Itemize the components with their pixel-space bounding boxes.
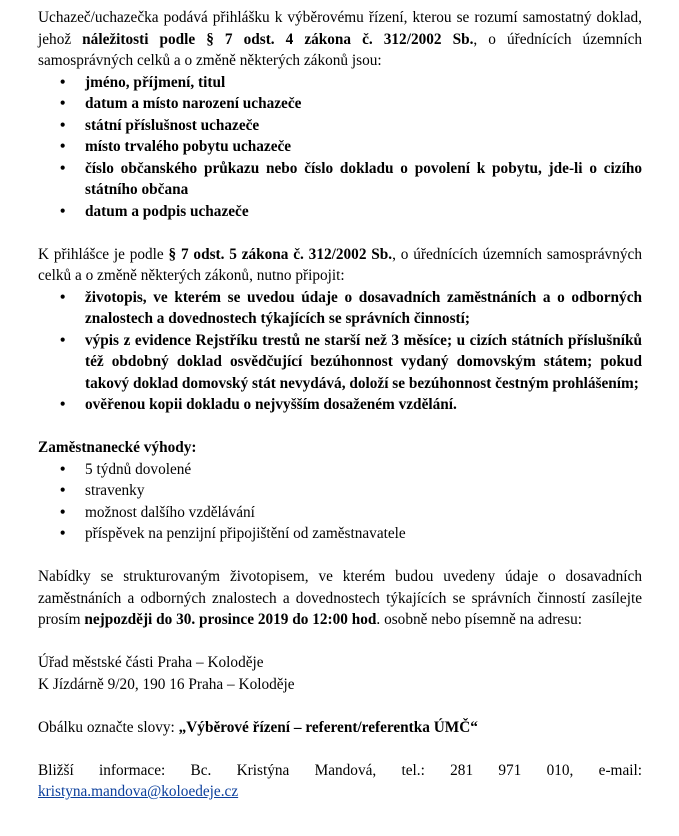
requirement-item: • číslo občanského průkazu nebo číslo dokladu o povolení k pobytu, jde-li o cizího státního občana [60, 159, 642, 198]
spacer [38, 695, 642, 717]
spacer [38, 416, 642, 438]
attachments-list [38, 287, 642, 416]
benefits-list [38, 459, 642, 545]
requirements-list [38, 72, 642, 223]
requirement-item: • datum a místo narození uchazeče [38, 93, 642, 115]
benefit-item: • 5 týdnů dovolené [38, 459, 642, 481]
bullet-icon: • [60, 95, 66, 112]
intro-text-1: Uchazeč/uchazečka podává přihlášku k výběrovému řízení, kterou se rozumí samostatný doklad, jehož [38, 9, 642, 48]
document [38, 7, 642, 803]
bullet-icon: • [60, 138, 66, 155]
contact-info: Bližší informace: Bc. Kristýna Mandová, tel.: 281 971 010, e-mail: [38, 761, 642, 779]
attachments-law-reference: § 7 odst. 5 zákona č. 312/2002 Sb. [168, 245, 393, 263]
deadline: nejpozději do 30. prosince 2019 do 12:00 hod [84, 611, 377, 628]
bullet-icon: • [60, 525, 66, 542]
benefits-heading: Zaměstnanecké výhody: [38, 439, 197, 456]
bullet-icon: • [60, 331, 66, 349]
bullet-icon: • [60, 288, 66, 306]
bullet-icon: • [60, 116, 66, 134]
benefit-item: • příspěvek na penzijní připojištění od zaměstnavatele [38, 523, 642, 545]
contact-email-line [38, 781, 642, 803]
attachment-item: • životopis, ve kterém se uvedou údaje o dosavadních zaměstnáních a o odborných znalostech a dovednostech týkajících se správních činností; [60, 288, 642, 327]
bullet-icon: • [60, 202, 66, 220]
spacer [38, 631, 642, 653]
spacer [38, 738, 642, 760]
requirement-item: • místo trvalého pobytu uchazeče [38, 136, 642, 158]
bullet-icon: • [60, 159, 66, 177]
bullet-icon: • [60, 73, 66, 91]
spacer [38, 222, 642, 244]
attachments-intro: K přihlášce je podle § 7 odst. 5 zákona č. 312/2002 Sb., o úřednících územních samosprávných celků a o změně některých zákonů, nutno připojit: [38, 245, 642, 284]
requirement-item: • jméno, příjmení, titul [38, 72, 642, 94]
spacer [38, 545, 642, 567]
benefit-item: • možnost dalšího vzdělávání [38, 502, 642, 524]
bullet-icon: • [60, 460, 66, 478]
intro-text-2: , o úřednících územních samosprávných celků a o změně některých zákonů jsou: [38, 30, 643, 69]
benefit-item: • stravenky [38, 480, 642, 502]
attachment-item: • ověřenou kopii dokladu o nejvyšším dosaženém vzdělání. [38, 394, 642, 416]
bullet-icon: • [60, 482, 66, 499]
envelope-instruction: Obálku označte slovy: „Výběrové řízení – referent/referentka ÚMČ“ [38, 718, 478, 736]
intro-paragraph [38, 7, 642, 72]
intro-law-reference: náležitosti podle § 7 odst. 4 zákona č. 312/2002 Sb. [82, 30, 474, 48]
requirement-item: • státní příslušnost uchazeče [38, 115, 642, 137]
email-link[interactable]: kristyna.mandova@koloedeje.cz [38, 783, 239, 800]
requirement-item: • datum a podpis uchazeče [38, 201, 642, 223]
address-line-2: K Jízdárně 9/20, 190 16 Praha – Koloděje [38, 675, 295, 693]
offers-paragraph: Nabídky se strukturovaným životopisem, ve kterém budou uvedeny údaje o dosavadních zaměstnáních a odborných znalostech a dovednostech týkajících se správních činností zasílejte prosím nejpozději do 30. prosince 2019 do 12:00 hod. osobně nebo písemně na adresu: [38, 568, 642, 628]
envelope-label: „Výběrové řízení – referent/referentka ÚMČ“ [178, 718, 478, 736]
bullet-icon: • [60, 396, 66, 413]
bullet-icon: • [60, 503, 66, 521]
attachment-item: • výpis z evidence Rejstříku trestů ne starší než 3 měsíce; u cizích státních příslušníků též obdobný doklad osvědčující bezúhonnost vydaný domovským státem; pokud takový doklad domovský stát nevydává, doloží se bezúhonnost čestným prohlášením; [60, 331, 642, 392]
address-line-1: Úřad městské části Praha – Koloděje [38, 654, 264, 671]
